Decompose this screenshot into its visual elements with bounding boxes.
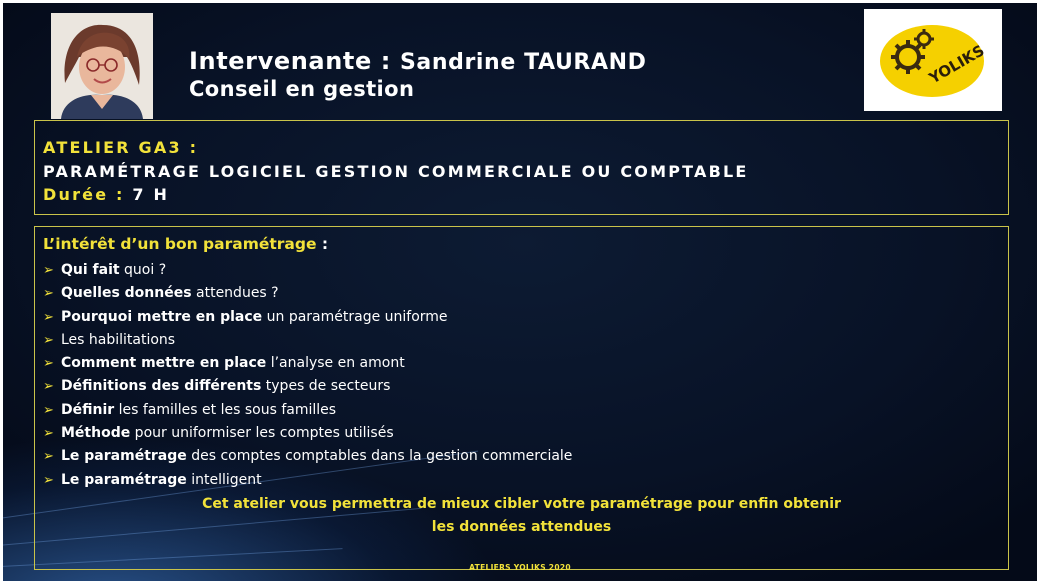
slide — [3, 3, 1037, 581]
bullet-item — [43, 422, 572, 445]
bullet-keyword: Définitions des différents — [61, 378, 262, 395]
conclusion — [35, 493, 1008, 539]
gears-icon — [864, 9, 1002, 111]
bullet-text: intelligent — [186, 471, 262, 488]
workshop-duration — [43, 185, 169, 204]
speaker-role: Conseil en gestion — [189, 77, 415, 101]
bullet-item — [43, 469, 572, 492]
workshop-title: PARAMÉTRAGE LOGICIEL GESTION COMMERCIALE OU COMPTABLE — [43, 162, 749, 181]
logo-text: YOLIKS — [925, 41, 988, 88]
bullet-text: quoi ? — [119, 262, 167, 278]
speaker-photo — [51, 13, 153, 119]
bullet-text: attendues ? — [191, 285, 279, 302]
conclusion-line: les données attendues — [431, 519, 612, 535]
arrow-bullet-icon: ➢ — [43, 356, 54, 372]
speaker-name: Sandrine TAURAND — [399, 50, 647, 75]
bullet-item — [43, 282, 572, 305]
bullet-item — [43, 259, 572, 282]
bullet-keyword: Méthode — [61, 425, 131, 442]
speaker-label: Intervenante : — [189, 47, 391, 75]
arrow-bullet-icon: ➢ — [43, 449, 54, 465]
bullet-item — [43, 306, 572, 329]
duration-label: Durée : — [43, 185, 125, 204]
content-box — [34, 226, 1009, 570]
bullet-text: un paramétrage uniforme — [262, 308, 448, 325]
bullet-text: l’analyse en amont — [266, 355, 405, 372]
workshop-code: ATELIER GA3 : — [43, 138, 199, 157]
heading-colon: : — [321, 235, 329, 253]
bullet-item — [43, 352, 572, 375]
bullet-keyword: Définir — [61, 401, 115, 418]
arrow-bullet-icon: ➢ — [43, 472, 54, 488]
portrait-icon — [51, 13, 153, 119]
content-heading — [43, 235, 328, 253]
bullet-text: pour uniformiser les comptes utilisés — [130, 425, 394, 442]
bullet-keyword: Le paramétrage — [61, 448, 187, 465]
arrow-bullet-icon: ➢ — [43, 379, 54, 395]
footer-text: ATELIERS YOLIKS 2020 — [469, 563, 571, 572]
bullet-text: types de secteurs — [261, 378, 391, 395]
arrow-bullet-icon: ➢ — [43, 309, 54, 325]
arrow-bullet-icon: ➢ — [43, 426, 54, 442]
arrow-bullet-icon: ➢ — [43, 402, 54, 418]
duration-value: 7 H — [132, 185, 170, 204]
bullet-text: des comptes comptables dans la gestion commerciale — [186, 448, 573, 465]
bullet-keyword: Le paramétrage — [61, 471, 187, 488]
bullet-list — [43, 259, 572, 492]
workshop-box — [34, 120, 1009, 215]
bullet-keyword: Pourquoi mettre en place — [61, 308, 263, 325]
bullet-item — [43, 375, 572, 398]
bullet-text: les familles et les sous familles — [114, 401, 337, 418]
arrow-bullet-icon: ➢ — [43, 286, 54, 302]
bullet-keyword: Quelles données — [61, 285, 192, 302]
conclusion-line: Cet atelier vous permettra de mieux cibler votre paramétrage pour enfin obtenir — [202, 496, 841, 512]
yoliks-logo — [864, 9, 1002, 111]
bullet-item — [43, 399, 572, 422]
speaker-title — [189, 47, 646, 75]
arrow-bullet-icon: ➢ — [43, 263, 54, 278]
arrow-bullet-icon: ➢ — [43, 332, 54, 348]
heading-text: L’intérêt d’un bon paramétrage — [43, 235, 317, 253]
bullet-item — [43, 445, 572, 468]
bullet-item — [43, 329, 572, 352]
bullet-keyword: Qui fait — [61, 262, 120, 278]
bullet-text: Les habilitations — [61, 331, 176, 348]
speaker-header — [189, 47, 646, 101]
bullet-keyword: Comment mettre en place — [61, 355, 267, 372]
